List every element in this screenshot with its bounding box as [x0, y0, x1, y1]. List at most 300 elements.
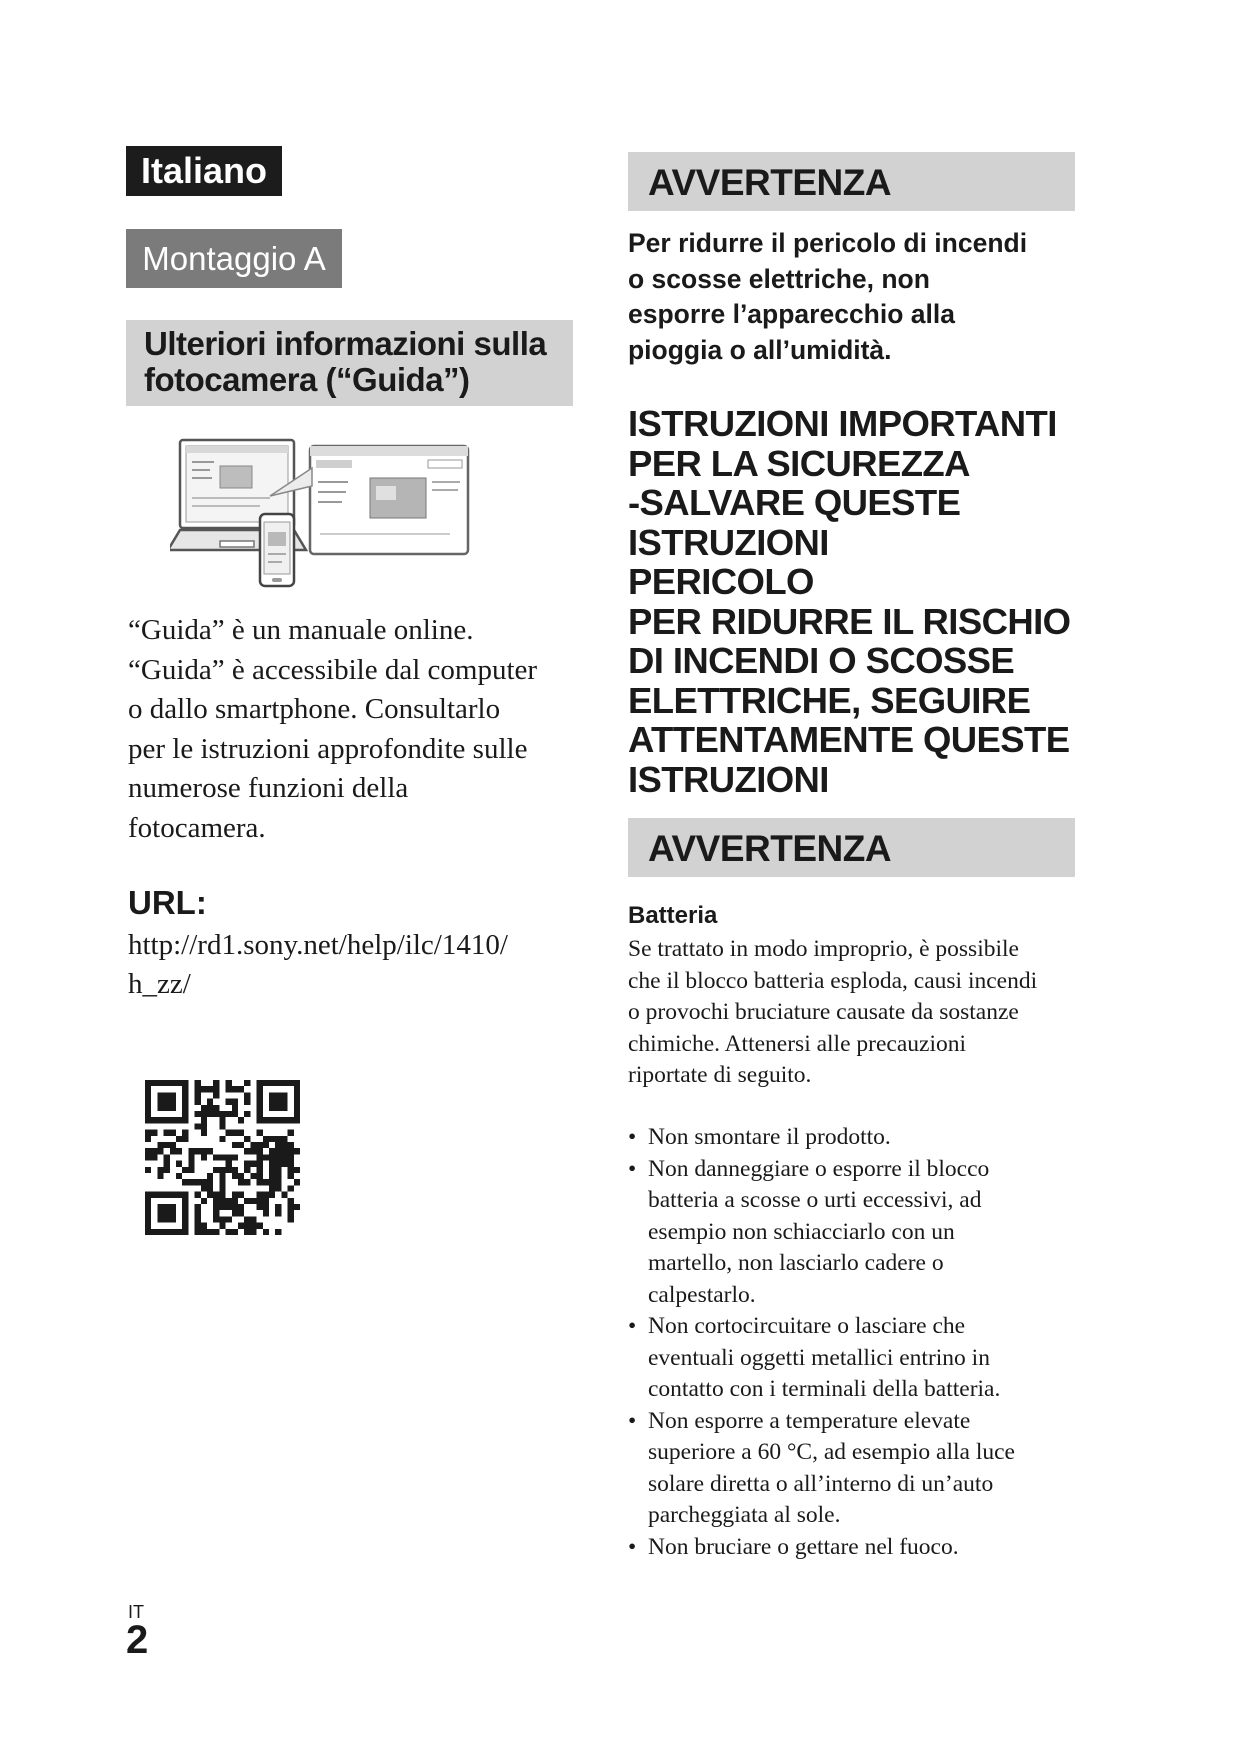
qr-module — [275, 1080, 281, 1086]
qr-module — [219, 1179, 225, 1185]
qr-module — [157, 1204, 163, 1210]
qr-module — [157, 1192, 163, 1198]
qr-module — [232, 1105, 238, 1111]
bullet-line: Non bruciare o gettare nel fuoco. — [648, 1533, 959, 1560]
qr-module — [188, 1167, 194, 1173]
qr-module — [288, 1161, 294, 1167]
qr-module — [201, 1185, 207, 1191]
qr-module — [201, 1117, 207, 1123]
qr-module — [188, 1179, 194, 1185]
qr-module — [219, 1154, 225, 1160]
qr-module — [201, 1229, 207, 1235]
qr-module — [176, 1148, 182, 1154]
battery-precautions-list — [628, 1122, 1088, 1563]
battery-title: Batteria — [628, 902, 718, 929]
qr-module — [207, 1105, 213, 1111]
safety-line: PER RIDURRE IL RISCHIO — [628, 600, 1071, 642]
qr-module — [195, 1086, 201, 1092]
guide-description-line: fotocamera. — [128, 811, 266, 844]
qr-module — [226, 1198, 232, 1204]
qr-module — [201, 1105, 207, 1111]
qr-module — [170, 1210, 176, 1216]
qr-module — [281, 1136, 287, 1142]
qr-module — [188, 1161, 194, 1167]
qr-module — [164, 1192, 170, 1198]
qr-module — [164, 1099, 170, 1105]
qr-module — [238, 1086, 244, 1092]
battery-intro-line: riportate di seguito. — [628, 1062, 812, 1088]
url-label: URL: — [128, 884, 207, 921]
qr-module — [263, 1080, 269, 1086]
qr-module — [238, 1117, 244, 1123]
warning-lead-line: esporre l’apparecchio alla — [628, 299, 955, 329]
qr-module — [269, 1167, 275, 1173]
qr-module — [238, 1223, 244, 1229]
qr-module — [195, 1223, 201, 1229]
battery-warning-heading-box — [628, 818, 1075, 877]
qr-module — [151, 1117, 157, 1123]
qr-module — [182, 1216, 188, 1222]
guide-url-link[interactable] — [128, 926, 558, 1004]
qr-code-icon — [145, 1080, 300, 1235]
qr-module — [263, 1198, 269, 1204]
qr-module — [176, 1161, 182, 1167]
qr-module — [281, 1154, 287, 1160]
qr-module — [157, 1099, 163, 1105]
qr-module — [164, 1105, 170, 1111]
bullet-line: solare diretta o all’interno di un’auto — [648, 1470, 994, 1497]
qr-module — [263, 1192, 269, 1198]
qr-module — [281, 1105, 287, 1111]
qr-module — [213, 1154, 219, 1160]
qr-module — [207, 1099, 213, 1105]
qr-module — [250, 1161, 256, 1167]
qr-module — [182, 1105, 188, 1111]
bullet-icon: • — [628, 1533, 637, 1560]
qr-module — [157, 1142, 163, 1148]
qr-module — [157, 1148, 163, 1154]
warning-lead-line: o scosse elettriche, non — [628, 263, 930, 294]
warning-lead-line: Per ridurre il pericolo di incendi — [628, 228, 1028, 258]
qr-module — [281, 1142, 287, 1148]
qr-module — [232, 1111, 238, 1117]
qr-module — [263, 1204, 269, 1210]
qr-module — [157, 1167, 163, 1173]
qr-module — [275, 1105, 281, 1111]
qr-module — [244, 1148, 250, 1154]
qr-module — [244, 1092, 250, 1098]
qr-module — [213, 1216, 219, 1222]
qr-module — [157, 1117, 163, 1123]
assembly-badge — [126, 229, 342, 288]
qr-module — [263, 1142, 269, 1148]
qr-module — [244, 1216, 250, 1222]
battery-intro-line: Se trattato in modo improprio, è possibile — [628, 936, 1019, 962]
qr-module — [145, 1117, 151, 1123]
qr-module — [145, 1198, 151, 1204]
qr-module — [182, 1092, 188, 1098]
qr-module — [182, 1080, 188, 1086]
qr-module — [226, 1111, 232, 1117]
qr-module — [182, 1198, 188, 1204]
qr-module — [226, 1204, 232, 1210]
qr-module — [219, 1117, 225, 1123]
qr-module — [257, 1117, 263, 1123]
qr-module — [195, 1111, 201, 1117]
qr-module — [164, 1092, 170, 1098]
qr-module — [257, 1179, 263, 1185]
qr-module — [170, 1092, 176, 1098]
qr-module — [195, 1216, 201, 1222]
qr-module — [213, 1192, 219, 1198]
qr-module — [219, 1216, 225, 1222]
qr-module — [232, 1192, 238, 1198]
qr-module — [232, 1086, 238, 1092]
qr-module — [263, 1179, 269, 1185]
qr-module — [151, 1192, 157, 1198]
qr-module — [213, 1210, 219, 1216]
qr-module — [201, 1179, 207, 1185]
battery-intro — [628, 934, 1083, 1092]
qr-module — [164, 1142, 170, 1148]
safety-line: PER LA SICUREZZA — [628, 442, 970, 484]
qr-module — [250, 1142, 256, 1148]
qr-module — [275, 1179, 281, 1185]
qr-module — [164, 1204, 170, 1210]
list-item — [628, 1122, 1088, 1154]
bullet-line: esempio non schiacciarlo con un — [648, 1218, 955, 1245]
qr-module — [257, 1080, 263, 1086]
qr-module — [257, 1105, 263, 1111]
qr-module — [244, 1136, 250, 1142]
qr-module — [238, 1192, 244, 1198]
qr-module — [238, 1204, 244, 1210]
qr-module — [244, 1223, 250, 1229]
bullet-line: contatto con i terminali della batteria. — [648, 1376, 1001, 1402]
qr-module — [288, 1148, 294, 1154]
qr-module — [145, 1130, 151, 1136]
qr-module — [195, 1080, 201, 1086]
qr-module — [275, 1167, 281, 1173]
qr-module — [294, 1148, 300, 1154]
qr-module — [275, 1173, 281, 1179]
qr-module — [281, 1148, 287, 1154]
bullet-line: Non esporre a temperature elevate — [648, 1407, 971, 1434]
qr-module — [182, 1192, 188, 1198]
qr-module — [263, 1136, 269, 1142]
qr-module — [288, 1080, 294, 1086]
qr-module — [195, 1099, 201, 1105]
qr-module — [145, 1086, 151, 1092]
qr-module — [294, 1086, 300, 1092]
qr-module — [269, 1092, 275, 1098]
qr-module — [157, 1216, 163, 1222]
warning-lead-line: pioggia o all’umidità. — [628, 334, 892, 365]
qr-module — [263, 1210, 269, 1216]
qr-module — [275, 1092, 281, 1098]
safety-instructions — [628, 404, 1108, 799]
qr-module — [151, 1148, 157, 1154]
qr-module — [164, 1080, 170, 1086]
qr-module — [294, 1117, 300, 1123]
qr-module — [170, 1105, 176, 1111]
qr-module — [275, 1185, 281, 1191]
qr-module — [182, 1210, 188, 1216]
qr-module — [151, 1130, 157, 1136]
qr-module — [281, 1092, 287, 1098]
qr-module — [257, 1148, 263, 1154]
guide-url-line: h_zz/ — [128, 968, 191, 1000]
qr-module — [182, 1130, 188, 1136]
qr-module — [226, 1161, 232, 1167]
qr-module — [226, 1099, 232, 1105]
qr-module — [201, 1086, 207, 1092]
qr-module — [219, 1198, 225, 1204]
qr-module — [170, 1099, 176, 1105]
qr-module — [195, 1229, 201, 1235]
warning-heading: AVVERTENZA — [648, 162, 892, 203]
list-item — [628, 1311, 1088, 1406]
qr-module — [213, 1105, 219, 1111]
qr-module — [269, 1185, 275, 1191]
qr-module — [145, 1080, 151, 1086]
qr-module — [238, 1142, 244, 1148]
qr-module — [257, 1161, 263, 1167]
qr-module — [195, 1192, 201, 1198]
bullet-icon: • — [628, 1313, 637, 1339]
qr-module — [145, 1223, 151, 1229]
qr-module — [238, 1173, 244, 1179]
qr-module — [226, 1130, 232, 1136]
qr-module — [213, 1204, 219, 1210]
qr-module — [275, 1142, 281, 1148]
qr-module — [288, 1210, 294, 1216]
qr-module — [288, 1185, 294, 1191]
qr-module — [250, 1223, 256, 1229]
qr-module — [275, 1210, 281, 1216]
qr-module — [232, 1099, 238, 1105]
qr-module — [269, 1173, 275, 1179]
qr-module — [275, 1136, 281, 1142]
qr-module — [164, 1117, 170, 1123]
qr-module — [201, 1111, 207, 1117]
qr-module — [294, 1099, 300, 1105]
language-badge — [126, 146, 282, 196]
qr-module — [213, 1080, 219, 1086]
qr-module — [176, 1173, 182, 1179]
qr-module — [219, 1136, 225, 1142]
qr-module — [145, 1092, 151, 1098]
qr-module — [281, 1117, 287, 1123]
guide-description-line: per le istruzioni approfondite sulle — [128, 732, 528, 765]
qr-module — [226, 1216, 232, 1222]
safety-line: -SALVARE QUESTE — [628, 482, 961, 523]
qr-module — [281, 1161, 287, 1167]
qr-module — [219, 1123, 225, 1129]
qr-module — [232, 1167, 238, 1173]
guide-description-line: “Guida” è un manuale online. — [128, 614, 474, 646]
qr-module — [294, 1080, 300, 1086]
qr-module — [195, 1210, 201, 1216]
bullet-icon: • — [628, 1407, 637, 1434]
qr-module — [201, 1223, 207, 1229]
qr-module — [269, 1099, 275, 1105]
qr-module — [263, 1154, 269, 1160]
qr-module — [232, 1204, 238, 1210]
qr-module — [151, 1080, 157, 1086]
qr-module — [195, 1148, 201, 1154]
qr-module — [269, 1192, 275, 1198]
qr-module — [170, 1130, 176, 1136]
qr-module — [145, 1154, 151, 1160]
qr-module — [182, 1086, 188, 1092]
guide-description — [128, 611, 588, 848]
qr-module — [145, 1210, 151, 1216]
qr-module — [170, 1204, 176, 1210]
qr-module — [182, 1099, 188, 1105]
qr-module — [195, 1204, 201, 1210]
qr-module — [294, 1111, 300, 1117]
qr-module — [269, 1148, 275, 1154]
qr-module — [275, 1204, 281, 1210]
qr-module — [145, 1204, 151, 1210]
qr-module — [145, 1229, 151, 1235]
qr-module — [170, 1117, 176, 1123]
qr-module — [263, 1229, 269, 1235]
qr-module — [244, 1179, 250, 1185]
qr-module — [195, 1179, 201, 1185]
qr-module — [188, 1148, 194, 1154]
guide-heading — [144, 326, 546, 398]
bullet-line: calpestarlo. — [648, 1281, 756, 1308]
safety-line: ISTRUZIONI — [628, 758, 829, 800]
assembly-label: Montaggio A — [142, 239, 326, 277]
battery-intro-line: chimiche. Attenersi alle precauzioni — [628, 1030, 966, 1057]
bullet-line: parcheggiata al sole. — [648, 1502, 841, 1528]
safety-line: PERICOLO — [628, 561, 814, 602]
qr-module — [294, 1105, 300, 1111]
qr-module — [281, 1080, 287, 1086]
qr-module — [257, 1173, 263, 1179]
qr-module — [176, 1192, 182, 1198]
qr-module — [157, 1173, 163, 1179]
qr-module — [213, 1167, 219, 1173]
qr-module — [232, 1130, 238, 1136]
qr-module — [170, 1229, 176, 1235]
qr-module — [219, 1173, 225, 1179]
qr-module — [201, 1154, 207, 1160]
list-item — [628, 1406, 1088, 1532]
qr-module — [226, 1167, 232, 1173]
page-number: 2 — [126, 1618, 149, 1662]
qr-module — [250, 1198, 256, 1204]
bullet-line: superiore a 60 °C, ad esempio alla luce — [648, 1439, 1015, 1465]
qr-module — [288, 1142, 294, 1148]
qr-module — [170, 1192, 176, 1198]
language-label: Italiano — [140, 150, 268, 191]
qr-module — [213, 1111, 219, 1117]
bullet-line: Non smontare il prodotto. — [648, 1124, 891, 1150]
warning-lead — [628, 226, 1088, 368]
qr-module — [151, 1154, 157, 1160]
qr-module — [294, 1179, 300, 1185]
guide-heading-box — [126, 320, 573, 406]
qr-module — [145, 1216, 151, 1222]
qr-module — [207, 1111, 213, 1117]
qr-module — [288, 1204, 294, 1210]
safety-line: ISTRUZIONI — [628, 521, 829, 563]
bullet-line: batteria a scosse o urti eccessivi, ad — [648, 1187, 982, 1213]
qr-module — [176, 1229, 182, 1235]
qr-module — [157, 1080, 163, 1086]
qr-module — [288, 1216, 294, 1222]
safety-line: ELETTRICHE, SEGUIRE — [628, 679, 1031, 721]
qr-module — [275, 1229, 281, 1235]
qr-module — [250, 1216, 256, 1222]
qr-module — [182, 1223, 188, 1229]
qr-module — [288, 1198, 294, 1204]
qr-module — [238, 1179, 244, 1185]
qr-module — [244, 1198, 250, 1204]
qr-module — [213, 1198, 219, 1204]
qr-module — [219, 1185, 225, 1191]
qr-module — [269, 1105, 275, 1111]
qr-module — [269, 1179, 275, 1185]
qr-module — [288, 1173, 294, 1179]
qr-module — [281, 1099, 287, 1105]
guide-description-line: o dallo smartphone. Consultarlo — [128, 693, 501, 725]
qr-module — [275, 1117, 281, 1123]
qr-module — [244, 1161, 250, 1167]
qr-module — [275, 1099, 281, 1105]
qr-module — [288, 1154, 294, 1160]
warning-heading-box — [628, 152, 1075, 211]
qr-module — [250, 1148, 256, 1154]
qr-module — [207, 1229, 213, 1235]
qr-module — [269, 1136, 275, 1142]
qr-module — [257, 1142, 263, 1148]
qr-module — [170, 1148, 176, 1154]
qr-module — [201, 1198, 207, 1204]
qr-module — [257, 1204, 263, 1210]
qr-module — [226, 1086, 232, 1092]
qr-module — [164, 1210, 170, 1216]
guide-description-line: numerose funzioni della — [128, 772, 409, 804]
qr-module — [157, 1092, 163, 1098]
qr-module — [207, 1148, 213, 1154]
qr-module — [232, 1210, 238, 1216]
qr-module — [294, 1092, 300, 1098]
qr-module — [207, 1086, 213, 1092]
bullet-line: martello, non lasciarlo cadere o — [648, 1250, 944, 1276]
qr-module — [275, 1161, 281, 1167]
qr-module — [145, 1105, 151, 1111]
qr-module — [275, 1154, 281, 1160]
qr-module — [244, 1111, 250, 1117]
bullet-line: eventuali oggetti metallici entrino in — [648, 1344, 990, 1371]
qr-module — [145, 1148, 151, 1154]
qr-module — [145, 1167, 151, 1173]
qr-module — [257, 1099, 263, 1105]
qr-module — [164, 1130, 170, 1136]
safety-line: ISTRUZIONI IMPORTANTI — [628, 403, 1057, 444]
qr-module — [164, 1167, 170, 1173]
safety-line: ATTENTAMENTE QUESTE — [628, 719, 1070, 760]
qr-module — [226, 1229, 232, 1235]
qr-module — [157, 1229, 163, 1235]
list-item — [628, 1154, 1088, 1312]
qr-module — [288, 1167, 294, 1173]
